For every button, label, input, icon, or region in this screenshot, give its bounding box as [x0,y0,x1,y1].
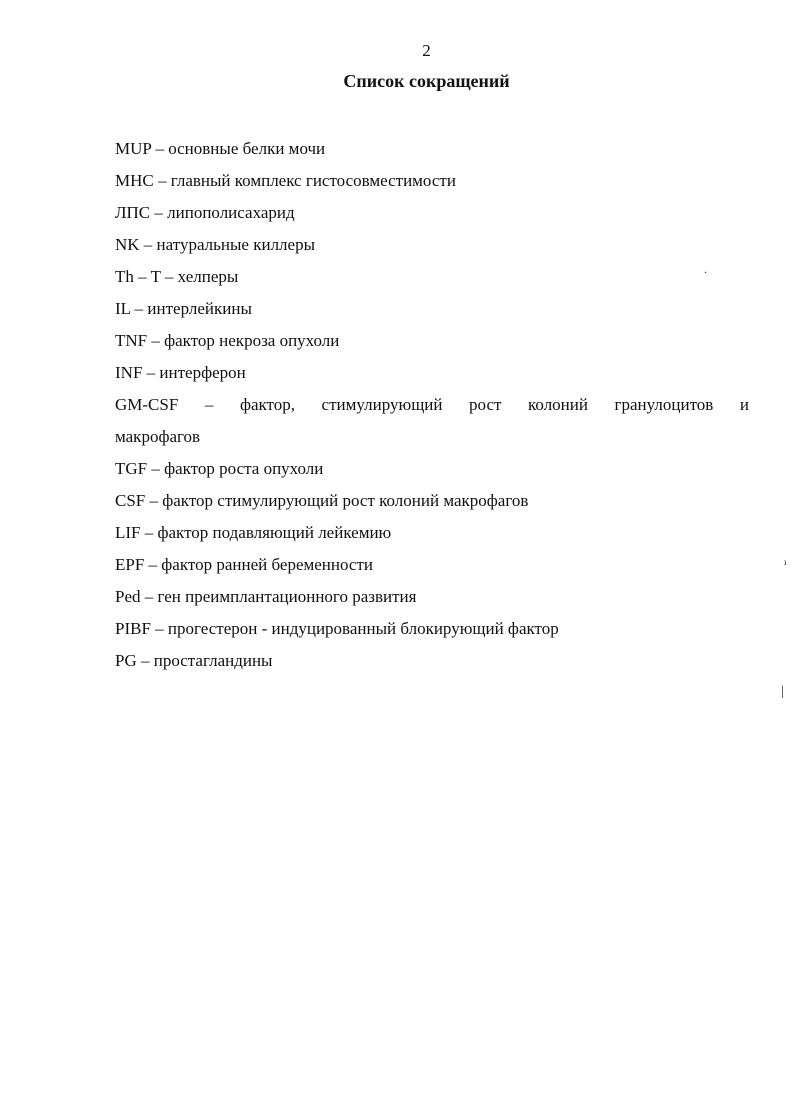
abbreviation-item-gm-csf [115,389,749,453]
abbreviation-list [115,133,749,677]
page-title: Список сокращений [343,71,510,91]
abbreviation-item: EPF – фактор ранней беременности [115,555,373,574]
abbreviation-item: PIBF – прогестерон - индуцированный блокирующий фактор [115,619,559,638]
page-number: 2 [422,41,431,60]
abbreviation-item: NK – натуральные киллеры [115,235,315,254]
scan-artifact-tick: ı [784,557,787,567]
abbreviation-item: PG – простагландины [115,651,273,670]
abbreviation-item: MHC – главный комплекс гистосовместимости [115,171,456,190]
abbreviation-item: INF – интерферон [115,363,246,382]
abbreviation-item: Th – T – хелперы [115,267,239,286]
abbreviation-item: CSF – фактор стимулирующий рост колоний макрофагов [115,491,529,510]
abbreviation-item: TGF – фактор роста опухоли [115,459,324,478]
abbreviation-item: TNF – фактор некроза опухоли [115,331,340,350]
abbreviation-item: IL – интерлейкины [115,299,252,318]
scan-artifact-bar: | [781,684,784,699]
abbreviation-item: MUP – основные белки мочи [115,139,326,158]
abbreviation-item: LIF – фактор подавляющий лейкемию [115,523,392,542]
abbreviation-line-2: макрофагов [115,427,201,446]
abbreviation-item: ЛПС – липополисахарид [115,203,295,222]
scan-artifact-dot: . [704,262,707,276]
abbreviation-item: Ped – ген преимплантационного развития [115,587,417,606]
abbreviation-line-1: GM-CSF – фактор, стимулирующий рост колоний гранулоцитов и [115,395,749,414]
